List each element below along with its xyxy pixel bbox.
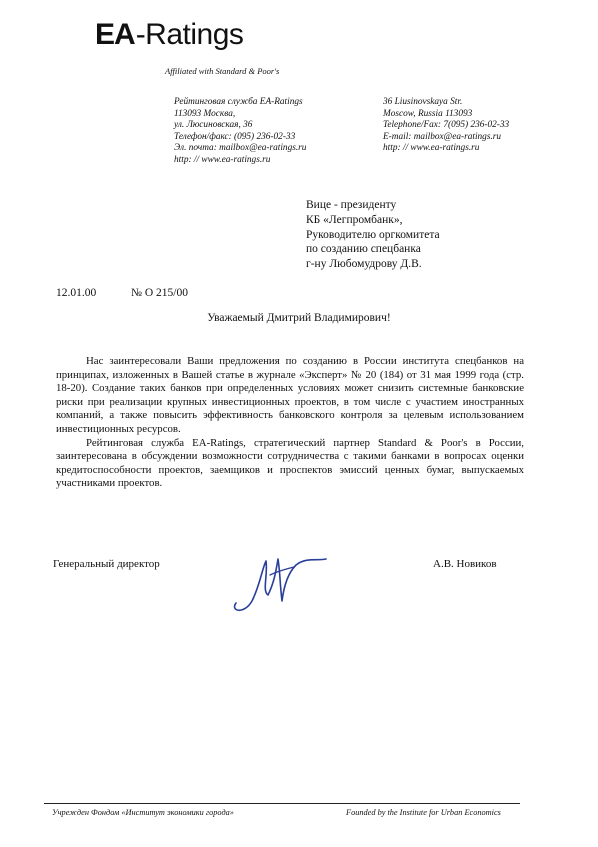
recipient-line: КБ «Легпромбанк», <box>306 213 403 226</box>
handwritten-signature <box>222 545 332 617</box>
address-en-line: http: // www.ea-ratings.ru <box>383 143 480 153</box>
footer-founded-en: Founded by the Institute for Urban Economics <box>346 808 501 817</box>
recipient-line: г-ну Любомудрову Д.В. <box>306 258 422 271</box>
affiliation-line: Affiliated with Standard & Poor's <box>165 66 280 76</box>
signatory-name: А.В. Новиков <box>433 558 497 570</box>
address-ru-line: Рейтинговая служба EA-Ratings <box>174 97 303 107</box>
address-ru-line: ул. Люсиновская, 36 <box>174 120 253 130</box>
letter-number: № О 215/00 <box>131 287 188 299</box>
address-en-line: Telephone/Fax: 7(095) 236-02-33 <box>383 120 510 130</box>
address-english <box>383 97 509 155</box>
letter-body <box>56 355 524 491</box>
logo-ratings-text: -Ratings <box>135 18 244 51</box>
recipient-line: Вице - президенту <box>306 199 397 211</box>
address-russian <box>174 97 306 166</box>
body-paragraph: Нас заинтересовали Ваши предложения по созданию в России института спецбанков на принципах, изложенных в Вашей статье в журнале «Эксперт» № 20 (184) от 31 мая 1999 года (стр. 18-20). Создание таких банков при определенных условиях может снизить системные банковские риски при реализации крупных инвестиционных проектов, в том числе с участием иностранных компаний, а также повысить эффективность банковского контроля за целевым использованием инвестиционных ресурсов. <box>56 355 524 435</box>
address-en-line: E-mail: mailbox@ea-ratings.ru <box>383 131 502 142</box>
recipient-block <box>306 198 440 272</box>
company-logo <box>95 18 243 52</box>
footer-founded-ru: Учрежден Фондом «Институт экономики города» <box>52 808 234 817</box>
address-en-line: 36 Liusinovskaya Str. <box>383 97 463 107</box>
salutation: Уважаемый Дмитрий Владимирович! <box>207 312 391 324</box>
footer-divider <box>44 803 520 804</box>
letter-date: 12.01.00 <box>56 287 97 299</box>
recipient-line: Руководителю оргкомитета <box>306 228 440 241</box>
address-en-line: Moscow, Russia 113093 <box>383 108 473 119</box>
signatory-title: Генеральный директор <box>53 558 160 570</box>
address-ru-line: http: // www.ea-ratings.ru <box>174 154 271 165</box>
body-paragraph: Рейтинговая служба EA-Ratings, стратегический партнер Standard & Poor's в России, заинтересована в обсуждении возможности сотрудничества с такими банками в вопросах оценки кредитоспособности проектов, заемщиков и проспектов эмиссий ценных бумаг, выпускаемых участниками проектов. <box>56 436 524 490</box>
recipient-line: по созданию спецбанка <box>306 243 421 256</box>
address-ru-line: 113093 Москва, <box>174 108 236 119</box>
address-ru-line: Телефон/факс: (095) 236-02-33 <box>174 131 296 142</box>
address-ru-line: Эл. почта: mailbox@ea-ratings.ru <box>174 143 307 153</box>
logo-ea-text: EA <box>95 18 135 51</box>
